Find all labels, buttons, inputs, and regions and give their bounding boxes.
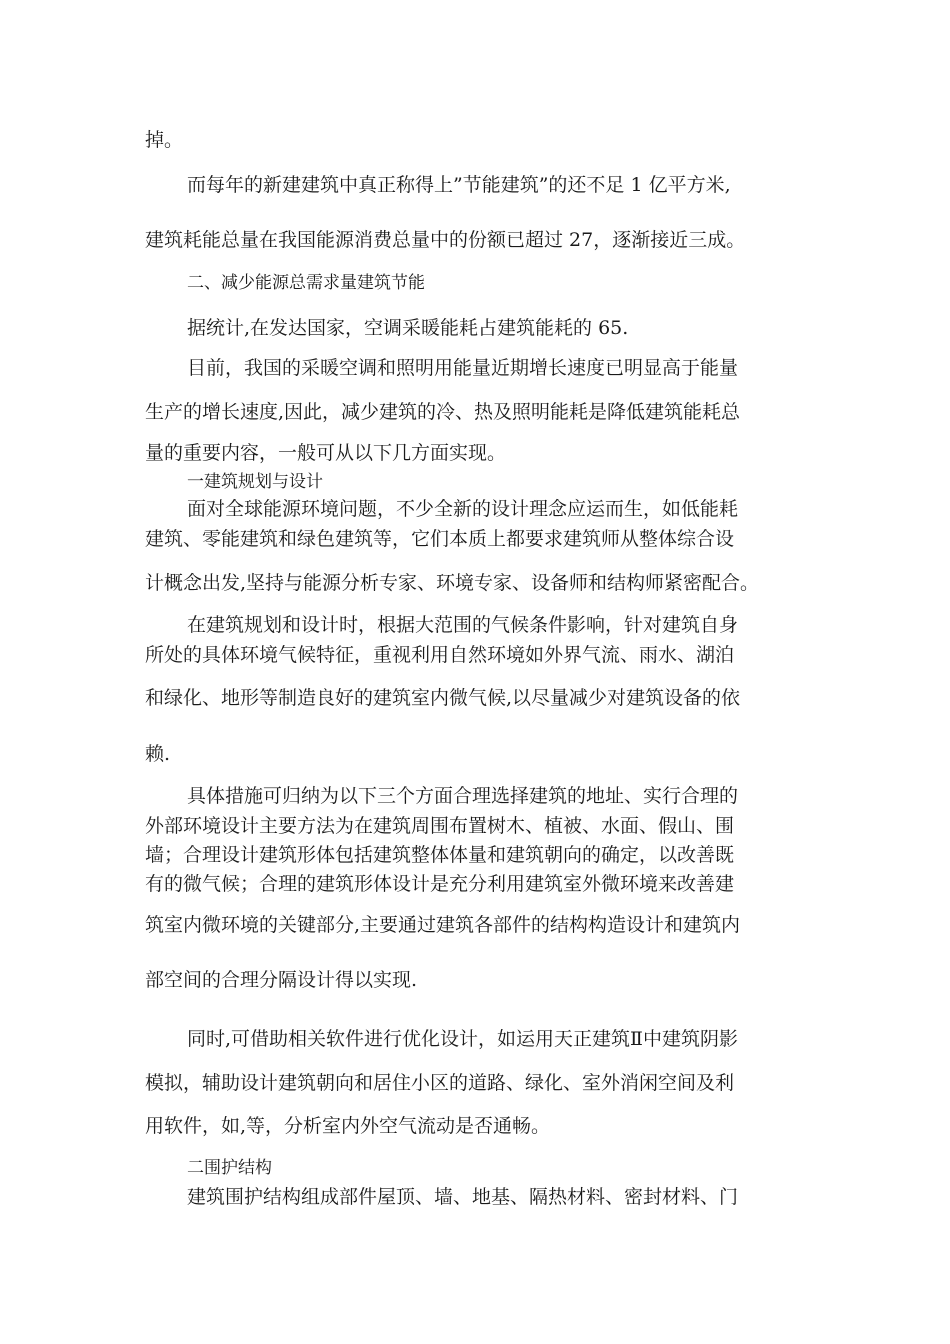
section-heading: 二围护结构 <box>187 1158 272 1178</box>
paragraph-line: 有的微气候；合理的建筑形体设计是充分利用建筑室外微环境来改善建 <box>145 873 735 895</box>
paragraph-line: 目前，我国的采暖空调和照明用能量近期增长速度已明显高于能量 <box>187 357 739 379</box>
paragraph-line: 而每年的新建建筑中真正称得上”节能建筑”的还不足 1 亿平方米, <box>187 174 731 196</box>
paragraph-line: 面对全球能源环境问题，不少全新的设计理念应运而生，如低能耗 <box>187 498 739 520</box>
paragraph-line: 赖. <box>145 743 171 765</box>
paragraph-line: 在建筑规划和设计时，根据大范围的气候条件影响，针对建筑自身 <box>187 614 739 636</box>
paragraph-line: 部空间的合理分隔设计得以实现. <box>145 969 418 991</box>
section-heading: 二、减少能源总需求量建筑节能 <box>187 273 425 293</box>
paragraph-line: 所处的具体环境气候特征，重视利用自然环境如外界气流、雨水、湖泊 <box>145 644 735 666</box>
paragraph-line: 计概念出发,坚持与能源分析专家、环境专家、设备师和结构师紧密配合。 <box>145 572 760 594</box>
paragraph-line: 建筑围护结构组成部件屋顶、墙、地基、隔热材料、密封材料、门 <box>187 1186 739 1208</box>
paragraph-line: 掉。 <box>145 129 184 151</box>
paragraph-line: 墙；合理设计建筑形体包括建筑整体体量和建筑朝向的确定，以改善既 <box>145 844 735 866</box>
paragraph-line: 生产的增长速度,因此，减少建筑的冷、热及照明能耗是降低建筑能耗总 <box>145 401 741 423</box>
paragraph-line: 建筑耗能总量在我国能源消费总量中的份额已超过 27，逐渐接近三成。 <box>145 229 746 251</box>
paragraph-line: 具体措施可归纳为以下三个方面合理选择建筑的地址、实行合理的 <box>187 785 739 807</box>
paragraph-line: 和绿化、地形等制造良好的建筑室内微气候,以尽量减少对建筑设备的依 <box>145 687 741 709</box>
paragraph-line: 同时,可借助相关软件进行优化设计，如运用天正建筑Ⅱ中建筑阴影 <box>187 1028 738 1050</box>
paragraph-line: 模拟，辅助设计建筑朝向和居住小区的道路、绿化、室外消闲空间及利 <box>145 1072 735 1094</box>
paragraph-line: 外部环境设计主要方法为在建筑周围布置树木、植被、水面、假山、围 <box>145 815 735 837</box>
paragraph-line: 建筑、零能建筑和绿色建筑等，它们本质上都要求建筑师从整体综合设 <box>145 528 735 550</box>
section-heading: 一建筑规划与设计 <box>187 472 323 492</box>
paragraph-line: 用软件，如,等，分析室内外空气流动是否通畅。 <box>145 1115 551 1137</box>
paragraph-line: 量的重要内容，一般可从以下几方面实现。 <box>145 442 507 464</box>
paragraph-line: 据统计,在发达国家，空调采暖能耗占建筑能耗的 65. <box>187 317 629 339</box>
paragraph-line: 筑室内微环境的关键部分,主要通过建筑各部件的结构构造设计和建筑内 <box>145 914 741 936</box>
